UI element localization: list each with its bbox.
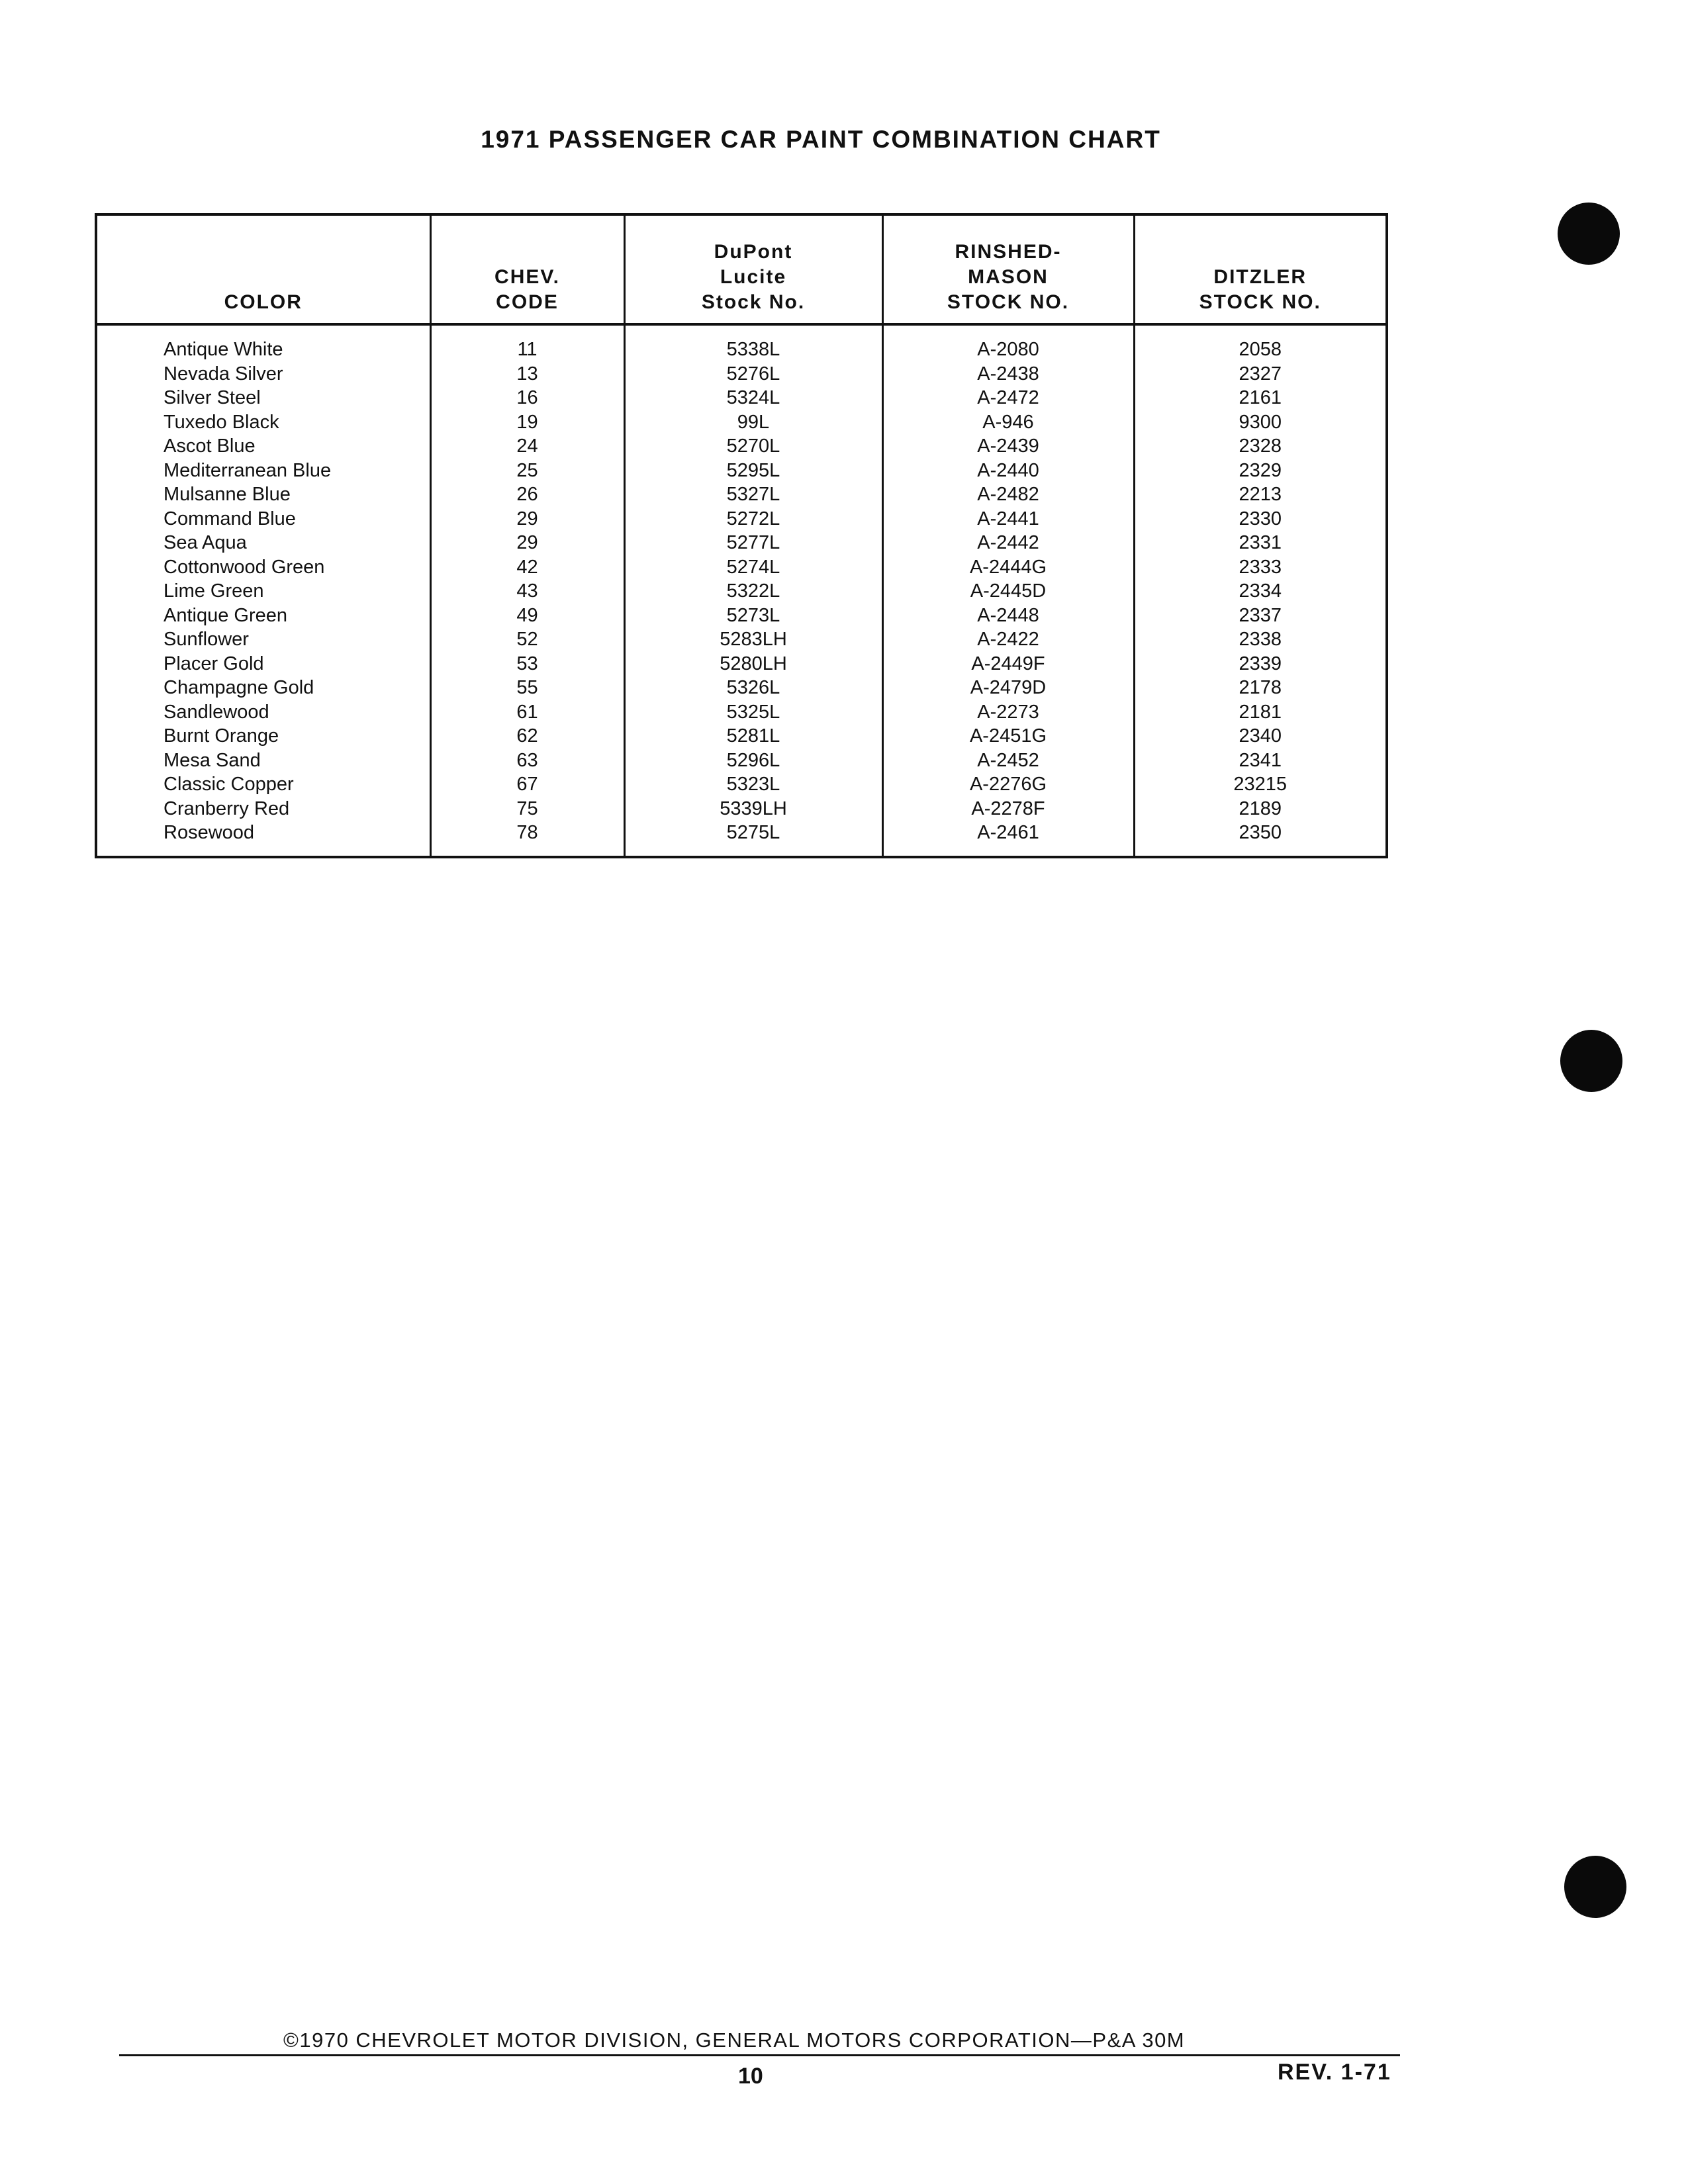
cell-color-name: Tuxedo Black [164, 411, 279, 433]
cell-ditzler-stock: 23215 [1134, 772, 1387, 797]
cell-chev-code: 16 [430, 386, 624, 410]
cell-color-name: Sunflower [164, 629, 249, 650]
cell-ditzler-stock: 2178 [1134, 676, 1387, 700]
cell-ditzler-stock: 2331 [1134, 531, 1387, 555]
binder-hole-top [1558, 203, 1620, 265]
cell-ditzler-stock: 2338 [1134, 627, 1387, 652]
cell-ditzler-stock: 2339 [1134, 652, 1387, 676]
cell-color-name: Placer Gold [164, 653, 264, 674]
header-line: STOCK NO. [1199, 291, 1321, 313]
cell-ditzler-stock: 2337 [1134, 604, 1387, 628]
table-row [96, 459, 1387, 483]
cell-rinshed-mason-stock: A-2472 [882, 386, 1134, 410]
cell-rinshed-mason-stock: A-2449F [882, 652, 1134, 676]
cell-color-name: Rosewood [164, 822, 255, 843]
cell-ditzler-stock: 2213 [1134, 482, 1387, 507]
table-row [96, 772, 1387, 797]
cell-ditzler-stock: 2330 [1134, 507, 1387, 531]
cell-dupont-stock: 5322L [624, 579, 882, 604]
cell-chev-code: 24 [430, 434, 624, 459]
cell-chev-code: 55 [430, 676, 624, 700]
cell-ditzler-stock: 2181 [1134, 700, 1387, 725]
cell-rinshed-mason-stock: A-2442 [882, 531, 1134, 555]
table-row [96, 362, 1387, 387]
cell-dupont-stock: 5326L [624, 676, 882, 700]
cell-rinshed-mason-stock: A-2444G [882, 555, 1134, 580]
cell-chev-code: 29 [430, 531, 624, 555]
table-row [96, 676, 1387, 700]
cell-color-name: Cottonwood Green [164, 556, 325, 578]
cell-rinshed-mason-stock: A-2276G [882, 772, 1134, 797]
cell-chev-code: 63 [430, 749, 624, 773]
cell-color-name: Nevada Silver [164, 363, 283, 385]
table-row [96, 434, 1387, 459]
cell-color-name: Mediterranean Blue [164, 459, 332, 481]
cell-dupont-stock: 5270L [624, 434, 882, 459]
table-header-row [96, 214, 1387, 324]
cell-ditzler-stock: 2161 [1134, 386, 1387, 410]
header-line: RINSHED- [955, 241, 1062, 263]
header-chev-code [430, 214, 624, 324]
table-body [96, 324, 1387, 857]
header-line: DuPont [714, 241, 793, 263]
cell-dupont-stock: 5325L [624, 700, 882, 725]
header-ditzler-stock [1134, 214, 1387, 324]
cell-chev-code: 49 [430, 604, 624, 628]
cell-rinshed-mason-stock: A-2479D [882, 676, 1134, 700]
cell-dupont-stock: 5339LH [624, 797, 882, 821]
cell-color-name: Cranberry Red [164, 797, 290, 819]
table-row [96, 797, 1387, 821]
table-row [96, 749, 1387, 773]
page-title: 1971 PASSENGER CAR PAINT COMBINATION CHART [481, 126, 1161, 153]
cell-color-name: Antique Green [164, 604, 288, 626]
cell-chev-code: 26 [430, 482, 624, 507]
cell-rinshed-mason-stock: A-946 [882, 410, 1134, 435]
cell-rinshed-mason-stock: A-2422 [882, 627, 1134, 652]
header-line: STOCK NO. [947, 291, 1070, 313]
cell-chev-code: 67 [430, 772, 624, 797]
cell-dupont-stock: 5272L [624, 507, 882, 531]
table-row [96, 724, 1387, 749]
cell-ditzler-stock: 2327 [1134, 362, 1387, 387]
cell-chev-code: 42 [430, 555, 624, 580]
cell-color-name: Lime Green [164, 580, 264, 602]
cell-color-name: Burnt Orange [164, 725, 279, 747]
cell-rinshed-mason-stock: A-2441 [882, 507, 1134, 531]
cell-rinshed-mason-stock: A-2482 [882, 482, 1134, 507]
cell-rinshed-mason-stock: A-2273 [882, 700, 1134, 725]
cell-dupont-stock: 5324L [624, 386, 882, 410]
table-row [96, 386, 1387, 410]
cell-chev-code: 11 [430, 324, 624, 362]
cell-rinshed-mason-stock: A-2439 [882, 434, 1134, 459]
cell-dupont-stock: 5276L [624, 362, 882, 387]
binder-hole-bottom [1564, 1856, 1626, 1918]
cell-chev-code: 13 [430, 362, 624, 387]
cell-ditzler-stock: 2333 [1134, 555, 1387, 580]
header-line: COLOR [224, 291, 303, 313]
header-line: CODE [496, 291, 559, 313]
cell-ditzler-stock: 2189 [1134, 797, 1387, 821]
cell-ditzler-stock: 2058 [1134, 324, 1387, 362]
header-rinshed-mason-stock [882, 214, 1134, 324]
header-line: MASON [968, 266, 1049, 288]
cell-color-name: Classic Copper [164, 774, 294, 795]
cell-dupont-stock: 5275L [624, 821, 882, 857]
cell-color-name: Mulsanne Blue [164, 484, 291, 505]
cell-chev-code: 78 [430, 821, 624, 857]
table-row [96, 324, 1387, 362]
cell-chev-code: 53 [430, 652, 624, 676]
cell-rinshed-mason-stock: A-2445D [882, 579, 1134, 604]
cell-ditzler-stock: 2341 [1134, 749, 1387, 773]
table-row [96, 507, 1387, 531]
cell-chev-code: 29 [430, 507, 624, 531]
cell-color-name: Sandlewood [164, 701, 269, 723]
cell-rinshed-mason-stock: A-2461 [882, 821, 1134, 857]
cell-dupont-stock: 5283LH [624, 627, 882, 652]
table-row [96, 482, 1387, 507]
cell-dupont-stock: 5277L [624, 531, 882, 555]
cell-color-name: Ascot Blue [164, 435, 256, 457]
cell-chev-code: 25 [430, 459, 624, 483]
cell-dupont-stock: 5327L [624, 482, 882, 507]
table-row [96, 604, 1387, 628]
cell-rinshed-mason-stock: A-2438 [882, 362, 1134, 387]
cell-chev-code: 62 [430, 724, 624, 749]
header-line: Lucite [720, 266, 787, 288]
cell-chev-code: 19 [430, 410, 624, 435]
cell-chev-code: 43 [430, 579, 624, 604]
table-row [96, 821, 1387, 857]
header-line: Stock No. [701, 291, 806, 313]
cell-color-name: Antique White [164, 339, 283, 360]
table-row [96, 579, 1387, 604]
header-line: CHEV. [494, 266, 560, 288]
cell-dupont-stock: 99L [624, 410, 882, 435]
table-row [96, 531, 1387, 555]
cell-dupont-stock: 5323L [624, 772, 882, 797]
cell-color-name: Sea Aqua [164, 532, 247, 553]
cell-color-name: Command Blue [164, 508, 296, 529]
header-color [96, 214, 430, 324]
paint-combination-table [95, 213, 1388, 858]
table-row [96, 555, 1387, 580]
cell-dupont-stock: 5296L [624, 749, 882, 773]
header-line: DITZLER [1213, 266, 1307, 288]
cell-color-name: Silver Steel [164, 387, 261, 408]
cell-rinshed-mason-stock: A-2452 [882, 749, 1134, 773]
cell-rinshed-mason-stock: A-2080 [882, 324, 1134, 362]
cell-dupont-stock: 5295L [624, 459, 882, 483]
page-number: 10 [738, 2064, 763, 2089]
table-row [96, 700, 1387, 725]
revision-label: REV. 1-71 [1278, 2060, 1391, 2085]
table-row [96, 627, 1387, 652]
table-row [96, 652, 1387, 676]
cell-color-name: Mesa Sand [164, 749, 261, 771]
cell-dupont-stock: 5274L [624, 555, 882, 580]
cell-ditzler-stock: 2350 [1134, 821, 1387, 857]
cell-chev-code: 52 [430, 627, 624, 652]
cell-rinshed-mason-stock: A-2278F [882, 797, 1134, 821]
cell-dupont-stock: 5280LH [624, 652, 882, 676]
cell-ditzler-stock: 2328 [1134, 434, 1387, 459]
cell-chev-code: 75 [430, 797, 624, 821]
cell-dupont-stock: 5338L [624, 324, 882, 362]
header-dupont-stock [624, 214, 882, 324]
cell-dupont-stock: 5281L [624, 724, 882, 749]
cell-ditzler-stock: 2340 [1134, 724, 1387, 749]
cell-ditzler-stock: 2334 [1134, 579, 1387, 604]
cell-ditzler-stock: 2329 [1134, 459, 1387, 483]
cell-rinshed-mason-stock: A-2451G [882, 724, 1134, 749]
cell-rinshed-mason-stock: A-2440 [882, 459, 1134, 483]
binder-hole-middle [1560, 1030, 1622, 1092]
cell-rinshed-mason-stock: A-2448 [882, 604, 1134, 628]
cell-color-name: Champagne Gold [164, 677, 314, 698]
copyright-notice: ©1970 CHEVROLET MOTOR DIVISION, GENERAL MOTORS CORPORATION—P&A 30M [278, 2028, 1190, 2053]
cell-ditzler-stock: 9300 [1134, 410, 1387, 435]
table-row [96, 410, 1387, 435]
cell-chev-code: 61 [430, 700, 624, 725]
cell-dupont-stock: 5273L [624, 604, 882, 628]
